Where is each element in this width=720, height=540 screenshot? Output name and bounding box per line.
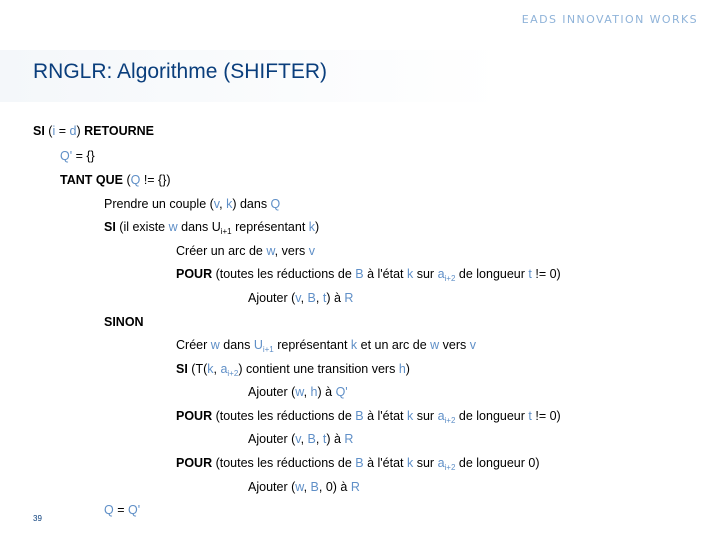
code-line xyxy=(176,267,561,283)
variable: Q xyxy=(104,503,114,517)
code-line xyxy=(104,503,140,517)
variable: a xyxy=(220,362,228,376)
variable: v xyxy=(469,338,476,352)
variable: i xyxy=(52,124,56,138)
variable: v xyxy=(308,244,315,258)
code-text: (toutes les réductions de xyxy=(212,456,356,470)
code-text: ) à xyxy=(317,385,336,399)
subscript: i+2 xyxy=(227,369,239,378)
code-text: , 0) à xyxy=(318,480,351,494)
variable: w xyxy=(266,244,275,258)
code-text: de longueur 0) xyxy=(455,456,540,470)
variable: Q xyxy=(270,197,281,211)
variable: v xyxy=(295,432,301,446)
code-text: représentant xyxy=(231,220,309,234)
variable: B xyxy=(355,267,364,281)
subscript: i+2 xyxy=(444,463,456,472)
code-text: dans U xyxy=(177,220,221,234)
code-text: = xyxy=(55,124,70,138)
variable: k xyxy=(308,220,316,234)
code-text: , xyxy=(300,432,308,446)
code-text: ) à xyxy=(326,291,345,305)
variable: t xyxy=(528,409,532,423)
keyword: SINON xyxy=(104,315,144,329)
eads-logo: EADS INNOVATION WORKS xyxy=(521,13,698,26)
code-text: dans xyxy=(219,338,254,352)
keyword: SI xyxy=(176,362,188,376)
code-line xyxy=(176,456,540,472)
code-line xyxy=(60,173,171,187)
variable: U xyxy=(253,338,263,352)
variable: t xyxy=(322,432,327,446)
variable: t xyxy=(528,267,532,281)
variable: w xyxy=(430,338,440,352)
variable: h xyxy=(310,385,318,399)
variable: k xyxy=(407,409,414,423)
code-text: (il existe xyxy=(115,220,169,234)
code-text: sur xyxy=(413,456,438,470)
variable: Q xyxy=(130,173,141,187)
code-text: Prendre un couple ( xyxy=(104,197,214,211)
keyword: TANT QUE xyxy=(60,173,123,187)
code-line xyxy=(104,315,144,329)
variable: a xyxy=(437,456,445,470)
code-text: à l'état xyxy=(363,267,407,281)
code-text: ) xyxy=(315,220,320,234)
variable: R xyxy=(344,291,354,305)
code-text: , xyxy=(315,432,323,446)
code-text: Ajouter ( xyxy=(248,291,296,305)
code-text: = {} xyxy=(72,149,95,163)
code-line xyxy=(104,197,280,211)
subscript: i+1 xyxy=(262,345,274,354)
variable: R xyxy=(350,480,360,494)
code-text: , xyxy=(300,291,308,305)
variable: v xyxy=(295,291,301,305)
code-text: vers xyxy=(439,338,470,352)
code-text: ( xyxy=(122,173,131,187)
code-text: ) dans xyxy=(232,197,271,211)
subscript: i+1 xyxy=(220,227,232,236)
variable: k xyxy=(350,338,358,352)
slide-title: RNGLR: Algorithme (SHIFTER) xyxy=(33,60,328,83)
code-text: , xyxy=(303,480,311,494)
keyword: POUR xyxy=(176,267,213,281)
code-text: ) contient une transition vers xyxy=(238,362,399,376)
variable: w xyxy=(295,480,304,494)
code-text: Ajouter ( xyxy=(248,385,296,399)
code-line xyxy=(248,432,353,446)
variable: k xyxy=(407,456,414,470)
page-number: 39 xyxy=(33,514,42,523)
code-line xyxy=(248,385,348,399)
variable: w xyxy=(210,338,220,352)
code-text: ) à xyxy=(326,432,345,446)
variable: Q' xyxy=(127,503,141,517)
code-line xyxy=(104,220,319,236)
code-line xyxy=(176,244,315,258)
code-line xyxy=(248,480,360,494)
code-text: = xyxy=(113,503,128,517)
code-text: ) xyxy=(405,362,410,376)
code-text: Ajouter ( xyxy=(248,480,296,494)
code-line xyxy=(248,291,353,305)
variable: Q' xyxy=(60,149,73,163)
code-text: , xyxy=(315,291,323,305)
code-line xyxy=(60,149,95,163)
code-text: sur xyxy=(413,267,438,281)
code-text: de longueur xyxy=(455,267,529,281)
variable: v xyxy=(213,197,220,211)
variable: B xyxy=(307,432,316,446)
code-text: != {}) xyxy=(140,173,171,187)
variable: Q' xyxy=(335,385,348,399)
variable: B xyxy=(355,456,364,470)
code-text: != 0) xyxy=(531,409,561,423)
variable: a xyxy=(437,267,445,281)
code-text: != 0) xyxy=(531,267,561,281)
code-text: (toutes les réductions de xyxy=(212,409,356,423)
variable: t xyxy=(322,291,327,305)
variable: B xyxy=(355,409,364,423)
variable: a xyxy=(437,409,445,423)
keyword: POUR xyxy=(176,409,213,423)
code-text: , xyxy=(219,197,227,211)
variable: d xyxy=(69,124,77,138)
variable: w xyxy=(168,220,178,234)
variable: R xyxy=(344,432,354,446)
code-text: représentant xyxy=(273,338,351,352)
code-text: Créer xyxy=(176,338,211,352)
code-text: sur xyxy=(413,409,438,423)
code-line xyxy=(176,362,410,378)
variable: B xyxy=(307,291,316,305)
code-line xyxy=(176,338,476,354)
code-line xyxy=(33,124,154,138)
code-text: à l'état xyxy=(363,409,407,423)
code-text: , vers xyxy=(274,244,309,258)
code-line xyxy=(176,409,561,425)
code-text: ( xyxy=(44,124,53,138)
keyword: SI xyxy=(104,220,116,234)
code-text: , xyxy=(213,362,221,376)
variable: k xyxy=(226,197,233,211)
code-text: Ajouter ( xyxy=(248,432,296,446)
variable: k xyxy=(207,362,214,376)
code-text: et un arc de xyxy=(357,338,431,352)
variable: B xyxy=(310,480,319,494)
code-text: (T( xyxy=(187,362,208,376)
variable: h xyxy=(398,362,406,376)
keyword: RETOURNE xyxy=(84,124,154,138)
code-text: de longueur xyxy=(455,409,529,423)
keyword: POUR xyxy=(176,456,213,470)
keyword: SI xyxy=(33,124,45,138)
code-text: à l'état xyxy=(363,456,407,470)
variable: k xyxy=(407,267,414,281)
code-text: (toutes les réductions de xyxy=(212,267,356,281)
variable: w xyxy=(295,385,304,399)
subscript: i+2 xyxy=(444,416,456,425)
code-text: Créer un arc de xyxy=(176,244,267,258)
code-text: ) xyxy=(76,124,85,138)
code-text: , xyxy=(303,385,311,399)
subscript: i+2 xyxy=(444,274,456,283)
